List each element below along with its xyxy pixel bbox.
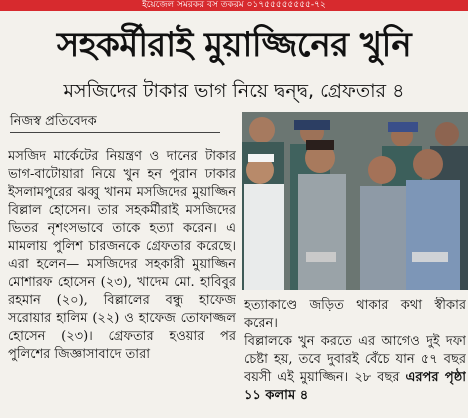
article-paragraph-text: বিল্লালকে খুন করতে এর আগেও দুই দফা চেষ্টা হয়, তবে দুবারই বেঁচে যান ৫৭ বছর বয়সী এই মুয়াজ্জিন। ২৮ বছর <box>244 334 466 385</box>
article-paragraph: হত্যাকাণ্ডে জড়িত থাকার কথা স্বীকার করেন। <box>244 298 466 331</box>
reporter-byline: নিজস্ব প্রতিবেদক <box>10 112 220 133</box>
arrested-men-photo <box>242 112 468 290</box>
news-photo <box>242 112 468 290</box>
article-paragraph: মসজিদ মার্কেটের নিয়ন্ত্রণ ও দানের টাকার ভাগ-বাটোয়ারা নিয়ে খুন হন পুরান ঢাকার ইসলামপুরের ঝব্বু খানম মসজিদের মুয়াজ্জিন বিল্লাল হোসেন। তার সহকর্মীরাই মসজিদের ভিতর নৃশংসভাবে তাকে হত্যা করেন। এ মামলায় পুলিশ চারজনকে গ্রেফতার করেছে। এরা হলেন— মসজিদের সহকারী মুয়াজ্জিন মোশারফ হোসেন (২৩), খাদেম মো. হাবিবুর রহমান (২০), বিল্লালের বন্ধু হাফেজ সরোয়ার হালিম (২২) ও হাফেজ তোফাজ্জল হোসেন (২৩)। গ্রেফতার হওয়ার পর পুলিশের জিজ্ঞাসাবাদে তারা <box>8 149 236 362</box>
top-strip-text: ইয়েজেল সমরকর বস তকরম ০১৭৫৫৫৫৫৫৫৫-৭২ <box>142 0 326 10</box>
top-red-strip <box>0 0 468 11</box>
subheadline: মসজিদের টাকার ভাগ নিয়ে দ্বন্দ্ব, গ্রেফতার ৪ <box>63 80 405 102</box>
article-column-left <box>8 148 236 418</box>
article-paragraph <box>244 333 466 405</box>
headline: সহকর্মীরাই মুয়াজ্জিনের খুনি <box>56 25 412 65</box>
article-column-right <box>244 297 466 417</box>
continued-on-link[interactable]: এরপর পৃষ্ঠা ১১ কলাম ৪ <box>244 370 466 403</box>
